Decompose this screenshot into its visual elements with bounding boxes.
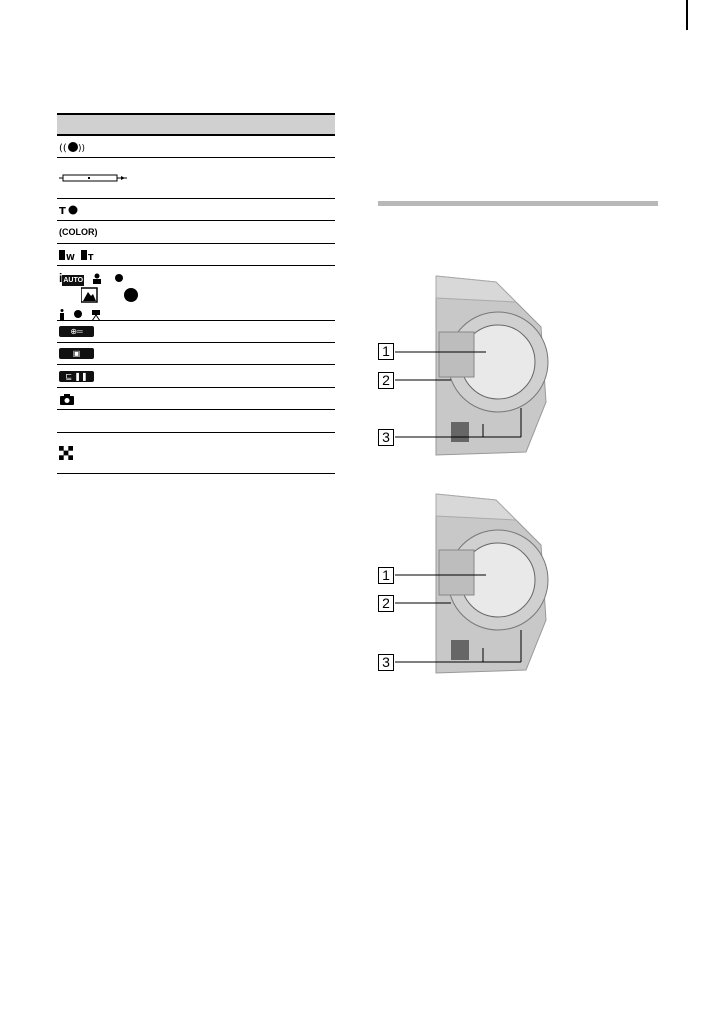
scene-icons-line-1: iAUTO — [59, 269, 335, 287]
table-row — [57, 266, 335, 321]
svg-text:W: W — [66, 252, 75, 261]
x-v-color-icon: (COLOR) — [59, 227, 98, 237]
callout-microphone: 3 — [378, 429, 394, 446]
table-row — [57, 343, 335, 365]
table-row — [57, 433, 335, 474]
table-row — [57, 244, 335, 266]
table-row — [57, 321, 335, 343]
view-images-button-icon: ▣ — [59, 348, 94, 359]
table-row — [57, 388, 335, 410]
steadyshot-off-icon — [59, 141, 85, 153]
callout-sensor: 2 — [378, 595, 394, 612]
table-row — [57, 158, 335, 199]
callout-sensor: 2 — [378, 372, 394, 389]
slide-show-pause-icon: ⊑ ❚❚ — [59, 371, 94, 382]
callout-lens: 1 — [378, 343, 394, 360]
table-row — [57, 199, 335, 221]
table-row — [57, 136, 335, 158]
camcorder-front-figure-1 — [376, 272, 566, 457]
menu-button-icon: ⊕═ — [59, 326, 94, 337]
color-label: COLOR — [62, 227, 95, 237]
camcorder-illustration — [376, 490, 566, 675]
portrait-twilight-icons — [89, 272, 129, 284]
section-heading-bar — [378, 201, 658, 206]
svg-text:((: (( — [59, 142, 67, 153]
landscape-night-portrait-icons — [81, 287, 151, 303]
exposure-slider-icon — [59, 173, 129, 183]
camcorder-front-figure-2 — [376, 490, 566, 675]
icon-table — [57, 113, 335, 474]
candle-flower-spotlight-icons — [59, 308, 109, 321]
svg-text:T: T — [88, 252, 94, 261]
auto-icon: AUTO — [63, 277, 84, 284]
table-row — [57, 410, 335, 433]
page-edge-rule — [686, 0, 688, 30]
scene-icons-line-2 — [59, 287, 335, 308]
table-header — [57, 113, 335, 136]
tele-macro-icon — [59, 204, 79, 216]
thumbnail-grid-icon — [59, 446, 73, 460]
table-row — [57, 365, 335, 388]
camcorder-illustration — [376, 272, 566, 457]
table-row — [57, 221, 335, 244]
wind-noise-icons — [59, 249, 99, 261]
callout-lens: 1 — [378, 567, 394, 584]
callout-microphone: 3 — [378, 654, 394, 671]
camera-icon — [59, 393, 75, 405]
svg-text:T: T — [59, 205, 66, 216]
svg-text:)): )) — [78, 143, 85, 153]
